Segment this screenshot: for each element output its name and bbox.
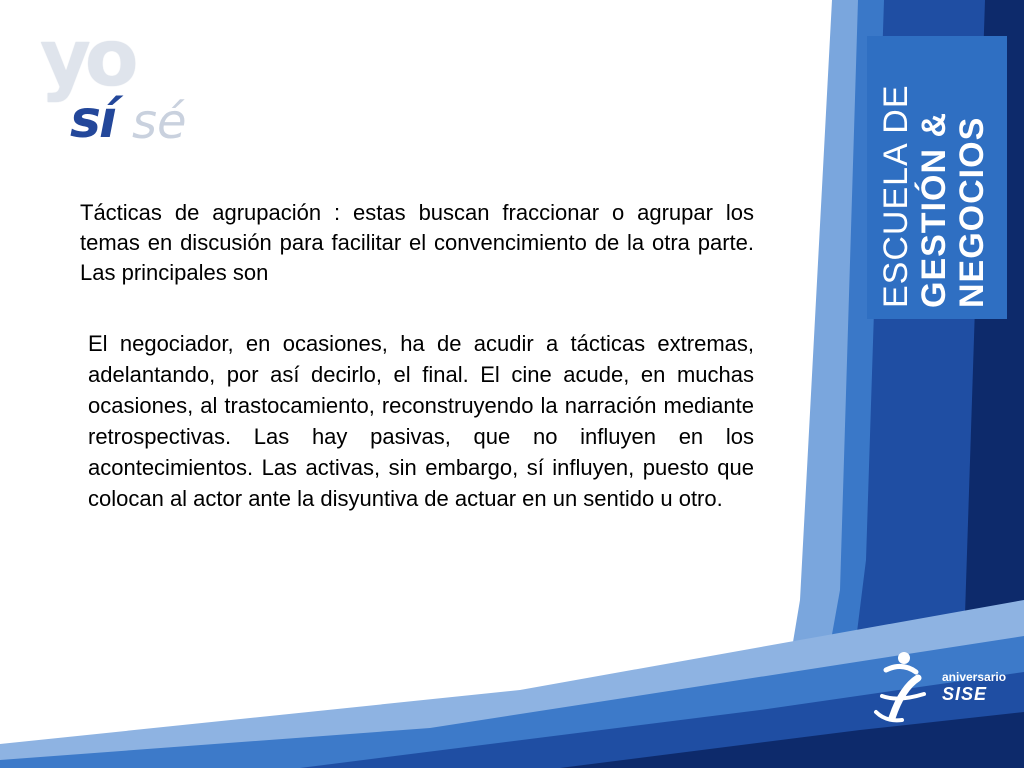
school-banner [867,36,1007,319]
anniversary-emblem-icon [872,648,942,728]
paragraph-agrupacion: Tácticas de agrupación : estas buscan fraccionar o agrupar los temas en discusión para facilitar el convencimiento de la otra parte. Las principales son [80,200,754,285]
school-line-escuela: ESCUELA DE [877,84,915,308]
anniversary-brand: SISE [942,684,988,704]
logo-se-text: sé [132,94,187,150]
logo-yo-text: yo [40,14,133,104]
school-line-negocios: NEGOCIOS [953,116,991,308]
school-banner-text [877,48,997,308]
anniversary-label: aniversario [942,670,1007,684]
school-line-gestion: GESTIÓN & [915,111,953,308]
logo-si-text: sí [70,90,115,150]
anniversary-logo [872,648,1022,728]
yo-si-se-logo [36,14,187,160]
paragraph-negociador: El negociador, en ocasiones, ha de acudir a tácticas extremas, adelantando, por así decirlo, el final. El cine acude, en muchas ocasiones, al trastocamiento, reconstruyendo la narración mediante retrospectivas. Las hay pasivas, que no influyen en los acontecimientos. Las activas, sin embargo, sí influyen, puesto que colocan al actor ante la disyuntiva de actuar en un sentido u otro. [88,331,754,511]
